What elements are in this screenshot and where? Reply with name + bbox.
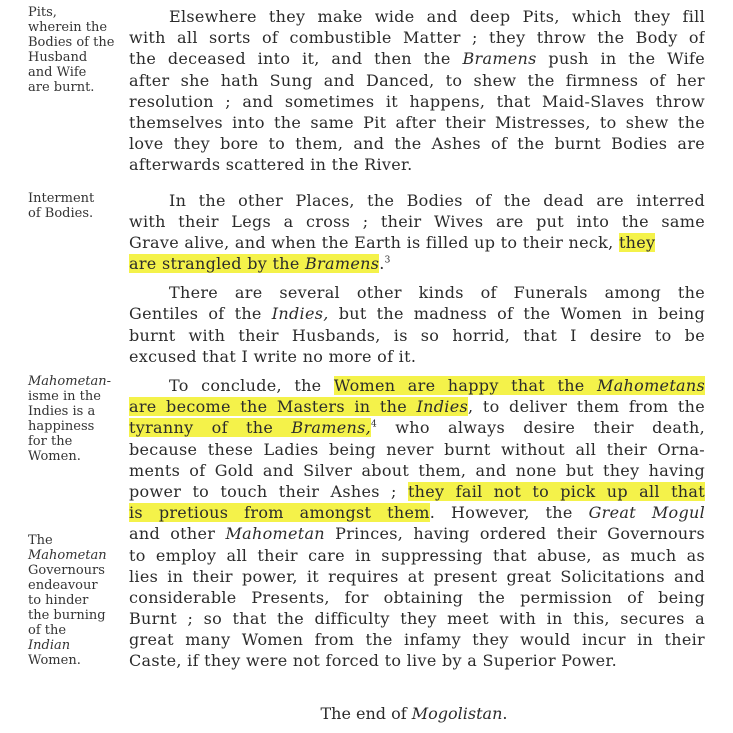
highlight: Women are happy that the Mahometans xyxy=(333,376,705,395)
margin-note-governours: The Mahometan Governours endeavour to hinder the burning of the Indian Women. xyxy=(28,533,107,668)
highlight: are strangled by the Bramens xyxy=(129,254,380,274)
paragraph-conclusion: To conclude, the Women are happy that the Mahometans are become the Masters in the Indies, to deliver them from the tyranny of the Bramens,$^4$ who always desire their death, because these Ladies being never burnt without all their Orna- ments of Gold and Silver about them, and none but they having power to touch their Ashes ; they fail not to pick up all that is pretious from amongst them. However, the Great Mogul and other Mahometan Princes, having ordered their Governours to employ all their care in suppressing that abuse, as much as lies in their power, it requires at present great Solicitations and considerable Presents, for obtaining the permission of being Burnt ; so that the difficulty they meet with in this, secures a great many Women from the infamy they would incur in their Caste, if they were not forced to live by a Superior Power. xyxy=(129,376,705,671)
highlight: is pretious from amongst them xyxy=(129,503,430,523)
paragraph-pits: Elsewhere they make wide and deep Pits, which they fill with all sorts of combustible Matter ; they throw the Body of the deceased into it, and then the Bramens push in the Wife after she hath Sung and Danced, to shew the firmness of her resolution ; and sometimes it happens, that Maid-Slaves throw themselves into the same Pit after their Mistresses, to shew the love they bore to them, and the Ashes of the burnt Bodies are afterwards scattered in the River. xyxy=(129,7,705,175)
highlight: are become the Masters in the Indies xyxy=(129,397,468,417)
highlight: they fail not to pick up all that xyxy=(407,481,705,501)
highlight: tyranny of the Bramens, xyxy=(129,418,371,438)
margin-note-mahometanisme: Mahometan- isme in the Indies is a happiness for the Women. xyxy=(28,374,112,464)
main-text xyxy=(129,6,705,672)
paragraph-interment: In the other Places, the Bodies of the dead are interred with their Legs a cross ; their Wives are put into the same Grave alive, and when the Earth is filled up to their neck, they are strangled by the Bramens.$^3$ xyxy=(129,190,705,274)
highlight: they xyxy=(618,232,656,252)
footnote-ref: 3 xyxy=(384,255,391,266)
end-line: The end of Mogolistan. xyxy=(320,704,508,723)
paragraph-funerals: There are several other kinds of Funerals among the Gentiles of the Indies, but the madness of the Women in being burnt with their Husbands, is so horrid, that I desire to be excused that I write no more of it. xyxy=(129,283,705,366)
footnote-ref: 4 xyxy=(370,420,378,431)
margin-note-interment: Interment of Bodies. xyxy=(28,191,95,221)
margin-note-pits: Pits, wherein the Bodies of the Husband and Wife are burnt. xyxy=(28,5,115,95)
